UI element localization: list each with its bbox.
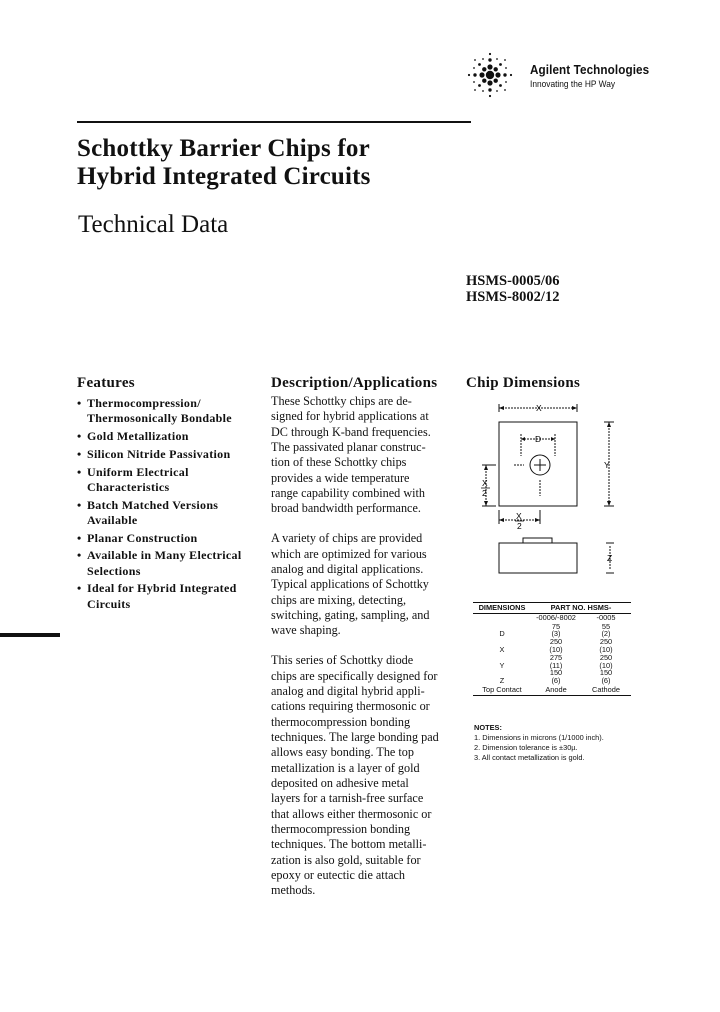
- notes-list: [474, 733, 644, 763]
- part-numbers: [466, 273, 559, 305]
- features-heading: Features: [77, 375, 135, 391]
- table-cell: (6): [551, 676, 561, 686]
- table-cell: (10): [599, 660, 613, 670]
- table-cell: (6): [601, 676, 611, 686]
- table-cell: 250: [599, 637, 613, 647]
- table-cell: 250: [599, 652, 613, 662]
- dimension-label: Z: [499, 676, 505, 686]
- feature-line: • Ideal for Hybrid Integrated: [87, 581, 237, 596]
- table-cell: 75: [551, 621, 561, 631]
- description-line: that allows either thermosonic or: [271, 806, 432, 821]
- subhead-b: -0005: [596, 612, 616, 622]
- notes-title: NOTES:: [474, 723, 502, 732]
- table-cell: (10): [599, 644, 613, 654]
- title-line: Schottky Barrier Chips for: [77, 135, 370, 162]
- feature-item: [77, 447, 262, 462]
- description-line: This series of Schottky diode: [271, 653, 414, 668]
- feature-line: • Thermocompression/: [87, 396, 201, 410]
- table-cell: 250: [549, 637, 563, 647]
- feature-item: [77, 498, 262, 528]
- description-line: These Schottky chips are de-: [271, 394, 412, 408]
- description-line: provides a wide temperature: [271, 470, 410, 485]
- title-line: Hybrid Integrated Circuits: [77, 163, 371, 190]
- description-line: techniques. The bottom metalli-: [271, 837, 427, 852]
- dim-label-x-half-den: 2: [482, 488, 487, 498]
- description-paragraph: [271, 531, 446, 638]
- description-line: zation is also gold, suitable for: [271, 852, 421, 867]
- note-item: 3. All contact metallization is gold.: [474, 753, 585, 762]
- subhead-a: -0006/-8002: [536, 612, 576, 622]
- feature-item: [77, 396, 262, 426]
- feature-line: Available: [87, 512, 138, 527]
- table-row: [473, 677, 631, 685]
- dim-label-x: X: [536, 403, 542, 413]
- description-line: chips are specifically designed for: [271, 668, 438, 683]
- description-line: wave shaping.: [271, 623, 341, 638]
- brand-tagline: Innovating the HP Way: [530, 79, 616, 90]
- feature-line: • Batch Matched Versions: [87, 497, 219, 512]
- side-marker-bar: [0, 633, 60, 637]
- description-line: DC through K-band frequencies.: [271, 424, 431, 439]
- top-rule: [77, 121, 471, 123]
- dim-label-y: Y: [604, 460, 610, 470]
- description-line: switching, gating, sampling, and: [271, 607, 430, 622]
- feature-line: • Planar Construction: [87, 530, 198, 545]
- document-title: [77, 135, 371, 191]
- dim-label-x-half-den-bottom: 2: [517, 521, 522, 531]
- dimension-label: D: [499, 629, 505, 639]
- top-contact-b: Cathode: [581, 685, 631, 695]
- description-line: tion of these Schottky chips: [271, 455, 407, 470]
- table-cell: (11): [549, 660, 563, 670]
- dim-label-x-half-num: X: [482, 478, 488, 488]
- feature-line: • Gold Metallization: [87, 429, 189, 443]
- description-line: allows easy bonding. The top: [271, 745, 414, 760]
- chip-side-view: [499, 543, 577, 573]
- table-cell: 275: [549, 652, 563, 662]
- description-line: epoxy or eutectic die attach: [271, 867, 405, 882]
- notes: [474, 723, 644, 763]
- description-line: The passivated planar construc-: [271, 440, 426, 455]
- feature-line: Thermosonically Bondable: [87, 411, 232, 426]
- features-list: [77, 396, 262, 614]
- table-cell: 150: [549, 668, 563, 678]
- description-line: cations requiring thermosonic or: [271, 699, 430, 714]
- col-dimensions-header: DIMENSIONS: [473, 603, 531, 614]
- description-line: techniques. The large bonding pad: [271, 729, 439, 744]
- description-paragraph: [271, 394, 446, 517]
- feature-item: [77, 465, 262, 495]
- description-line: deposited on adhesive metal: [271, 775, 409, 790]
- dim-label-d: D: [535, 434, 542, 444]
- note-item: 2. Dimension tolerance is ±30µ.: [474, 743, 578, 752]
- feature-line: • Uniform Electrical: [87, 464, 189, 479]
- feature-item: [77, 548, 262, 578]
- dimensions-table: [473, 602, 631, 696]
- description-line: thermocompression bonding: [271, 714, 411, 729]
- description-line: layers for a tarnish-free surface: [271, 791, 424, 806]
- feature-item: [77, 581, 262, 611]
- table-cell: (10): [549, 644, 563, 654]
- top-contact-a: Anode: [531, 685, 581, 695]
- agilent-spark-logo-icon: [462, 50, 518, 100]
- description-line: metallization is a layer of gold: [271, 760, 420, 775]
- part-number: HSMS-8002/12: [466, 289, 560, 305]
- feature-line: Circuits: [87, 596, 131, 611]
- chip-dimensions-heading: Chip Dimensions: [466, 375, 581, 391]
- table-cell: (2): [601, 629, 611, 639]
- brand-name: Agilent Technologies: [530, 62, 650, 77]
- description-line: A variety of chips are provided: [271, 531, 423, 546]
- description-line: methods.: [271, 883, 316, 898]
- chip-dimension-diagram: [466, 398, 626, 588]
- description-line: range capability combined with: [271, 486, 425, 501]
- description-paragraph: [271, 653, 446, 899]
- description-body: [271, 394, 446, 913]
- col-part-header: PART NO. HSMS-: [531, 603, 631, 614]
- description-line: analog and digital hybrid appli-: [271, 683, 425, 698]
- feature-line: Characteristics: [87, 479, 170, 494]
- table-cell: 150: [599, 668, 613, 678]
- description-heading: Description/Applications: [271, 375, 438, 391]
- part-number: HSMS-0005/06: [466, 273, 560, 289]
- chip-side-pad: [523, 538, 552, 543]
- dim-label-z: Z: [607, 553, 613, 563]
- description-line: broad bandwidth performance.: [271, 501, 421, 516]
- description-line: thermocompression bonding: [271, 821, 411, 836]
- dim-label-x-half-num-bottom: X: [516, 511, 522, 521]
- feature-item: [77, 429, 262, 444]
- table-cell: 55: [601, 621, 611, 631]
- feature-item: [77, 531, 262, 546]
- dimension-label: Y: [499, 660, 505, 670]
- description-line: analog and digital applications.: [271, 561, 424, 576]
- dimension-label: X: [499, 644, 505, 654]
- description-line: chips are mixing, detecting,: [271, 592, 407, 607]
- description-line: signed for hybrid applications at: [271, 409, 429, 424]
- feature-line: • Silicon Nitride Passivation: [87, 446, 231, 461]
- feature-line: • Available in Many Electrical: [87, 548, 242, 563]
- document-subtitle: Technical Data: [78, 211, 229, 238]
- description-line: Typical applications of Schottky: [271, 577, 429, 592]
- table-cell: (3): [551, 629, 561, 639]
- description-line: which are optimized for various: [271, 546, 427, 561]
- top-contact-label: Top Contact: [473, 685, 531, 695]
- feature-line: Selections: [87, 563, 141, 578]
- note-item: 1. Dimensions in microns (1/1000 inch).: [474, 733, 604, 742]
